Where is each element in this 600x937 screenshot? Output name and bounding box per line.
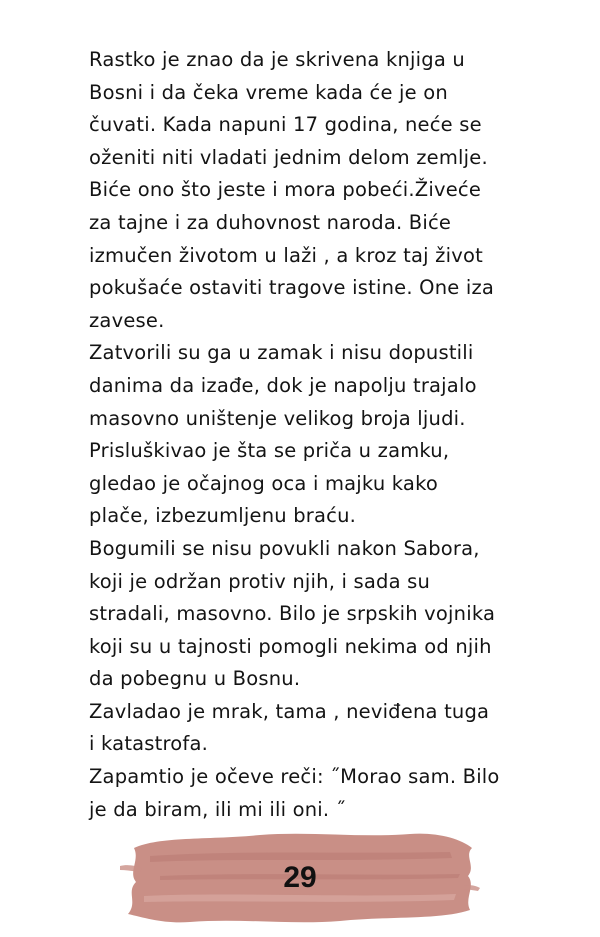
text-line: oženiti niti vladati jednim delom zemlje.	[89, 145, 488, 169]
text-line: koji je održan protiv njih, i sada su	[89, 569, 431, 593]
page-number: 29	[283, 861, 317, 894]
body-text	[89, 44, 529, 826]
text-line: plače, izbezumljenu braću.	[89, 504, 357, 528]
text-line: Bogumili se nisu povukli nakon Sabora,	[89, 536, 480, 560]
text-line: stradali, masovno. Bilo je srpskih vojnika	[89, 602, 496, 626]
text-line: izmučen životom u laži , a kroz taj život	[89, 243, 483, 267]
text-line: zavese.	[89, 308, 165, 332]
text-line: masovno uništenje velikog broja ljudi.	[89, 406, 466, 430]
text-line: gledao je očajnog oca i majku kako	[89, 471, 439, 495]
text-line: Prisluškivao je šta se priča u zamku,	[89, 439, 450, 463]
text-line: Zavladao je mrak, tama , neviđena tuga	[89, 699, 490, 723]
text-line: Zapamtio je očeve reči: ˝Morao sam. Bilo	[89, 765, 500, 789]
text-line: Zatvorili su ga u zamak i nisu dopustili	[89, 341, 474, 365]
text-line: koji su u tajnosti pomogli nekima od njih	[89, 634, 492, 658]
text-line: je da biram, ili mi ili oni. ˝	[89, 797, 346, 821]
text-line: čuvati. Kada napuni 17 godina, neće se	[89, 113, 482, 137]
text-line: da pobegnu u Bosnu.	[89, 667, 301, 691]
text-line: pokušaće ostaviti tragove istine. One iza	[89, 276, 495, 300]
text-line: i katastrofa.	[89, 732, 209, 756]
text-line: danima da izađe, dok je napolju trajalo	[89, 373, 477, 397]
text-line: Bosni i da čeka vreme kada će je on	[89, 80, 448, 104]
text-line: Rastko je znao da je skrivena knjiga u	[89, 48, 465, 71]
text-line: Biće ono što jeste i mora pobeći.Živeće	[89, 178, 482, 202]
text-line: za tajne i za duhovnost naroda. Biće	[89, 210, 452, 234]
